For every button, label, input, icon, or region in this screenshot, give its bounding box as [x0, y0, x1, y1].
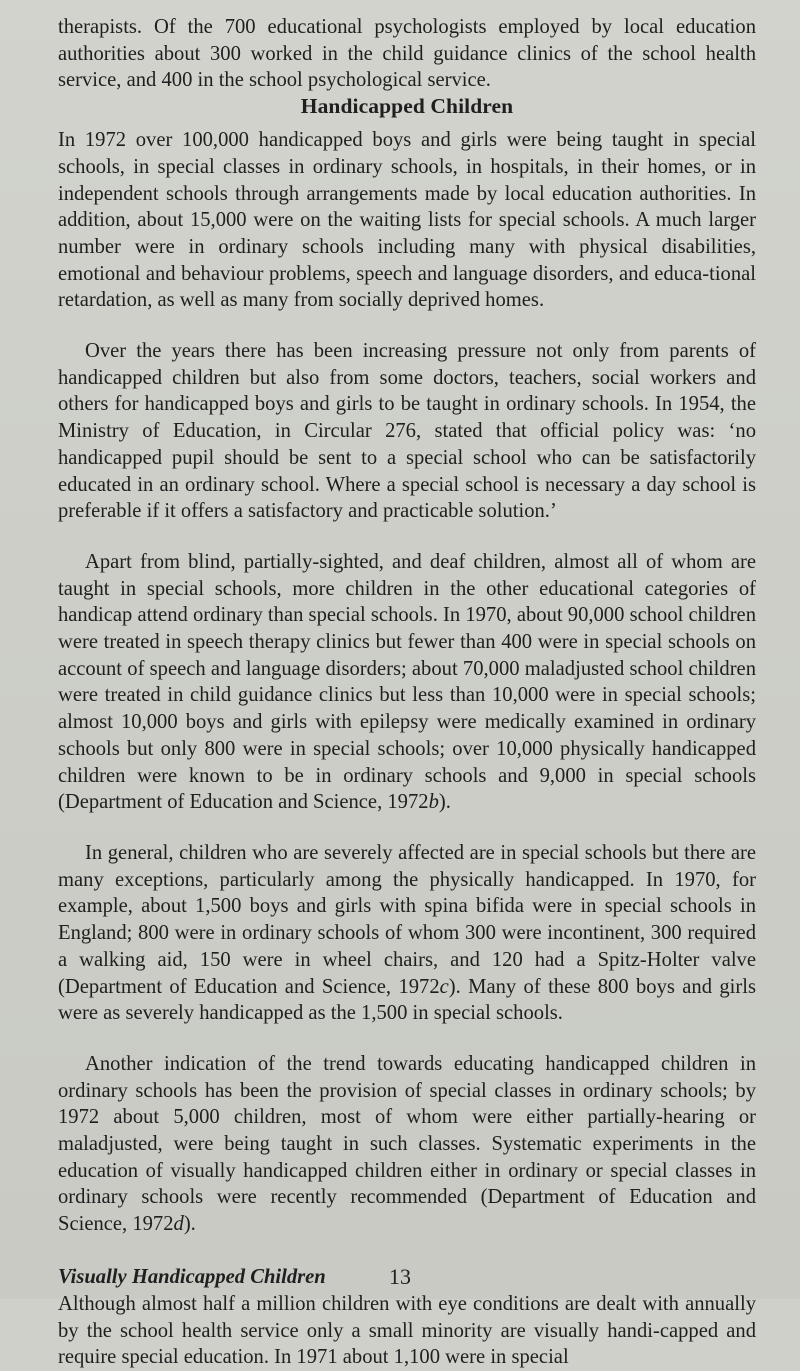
paragraph-6: Although almost half a million children with eye conditions are dealt with annually by the school health service only a small minority are visually handi-capped and require special education. In 1971 about 1,100 were in special [58, 1292, 756, 1369]
citation-letter-c: c [439, 975, 449, 998]
citation-letter-d: d [173, 1213, 184, 1236]
paragraph-2: Over the years there has been increasing pressure not only from parents of handicapped children but also from some doctors, teachers, social workers and others for handicapped boys and girls to be taught in ordinary schools. In 1954, the Ministry of Education, in Circular 276, stated that official policy was: ‘no handicapped pupil should be sent to a special school who can be satisfactorily educated in an ordinary school. Where a special school is necessary a day school is preferable if it offers a satisfactory and practicable solution.’ [58, 340, 756, 523]
paragraph-3-end: ). [438, 791, 451, 814]
subheading-visually-handicapped-children: Visually Handicapped Children [58, 1265, 326, 1288]
paragraph-5-text: Another indication of the trend towards educating handicapped children in ordinary schools has been the provision of special classes in ordinary schools; by 1972 about 5,000 children, most of whom were either partially-hearing or maladjusted, were being taught in such classes. Systematic experiments in the education of visually handicapped children either in ordinary or special classes in ordinary schools were recently recommended (Department of Education and Science, 1972 [58, 1052, 756, 1236]
intro-paragraph: therapists. Of the 700 educational psychologists employed by local education authorities about 300 worked in the child guidance clinics of the school health service, and 400 in the school psychological service. [58, 16, 756, 92]
paragraph-4-end: ). Many of these 800 boys and girls were as severely handicapped as the 1,500 in special schools. [58, 975, 756, 1025]
paragraph-1: In 1972 over 100,000 handicapped boys and girls were being taught in special schools, in special classes in ordinary schools, in hospitals, in their homes, or in independent schools through arrangements made by local education authorities. In addition, about 15,000 were on the waiting lists for special schools. A much larger number were in ordinary schools including many with physical disabilities, emotional and behaviour problems, speech and language disorders, and educa-tional retardation, as well as many from socially deprived homes. [58, 129, 756, 312]
paragraph-5-end: ). [183, 1213, 196, 1236]
page-number: 13 [389, 1264, 411, 1289]
paragraph-4-text: In general, children who are severely affected are in special schools but there are many exceptions, particularly among the physically handicapped. In 1970, for example, about 1,500 boys and girls with spina bifida were in special schools in England; 800 were in ordinary schools of whom 300 were incontinent, 300 required a walking aid, 150 were in wheel chairs, and 120 had a Spitz-Holter valve (Department of Education and Science, 1972 [58, 841, 756, 998]
paragraph-3 [58, 549, 756, 816]
citation-letter-b: b [428, 791, 439, 814]
paragraph-5 [58, 1051, 756, 1238]
section-heading-handicapped-children: Handicapped Children [300, 94, 514, 119]
paragraph-4 [58, 840, 756, 1027]
paragraph-3-text: Apart from blind, partially-sighted, and deaf children, almost all of whom are taught in special schools, more children in the other educational categories of handicap attend ordinary than special schools. In 1970, about 90,000 school children were treated in speech therapy clinics but fewer than 400 were in special schools on account of speech and language disorders; about 70,000 maladjusted school children were treated in child guidance clinics but less than 10,000 were in special schools; almost 10,000 boys and girls with epilepsy were medically examined in ordinary schools but only 800 were in special schools; over 10,000 physically handicapped children were known to be in ordinary schools and 9,000 in special schools (Department of Education and Science, 1972 [58, 550, 756, 814]
